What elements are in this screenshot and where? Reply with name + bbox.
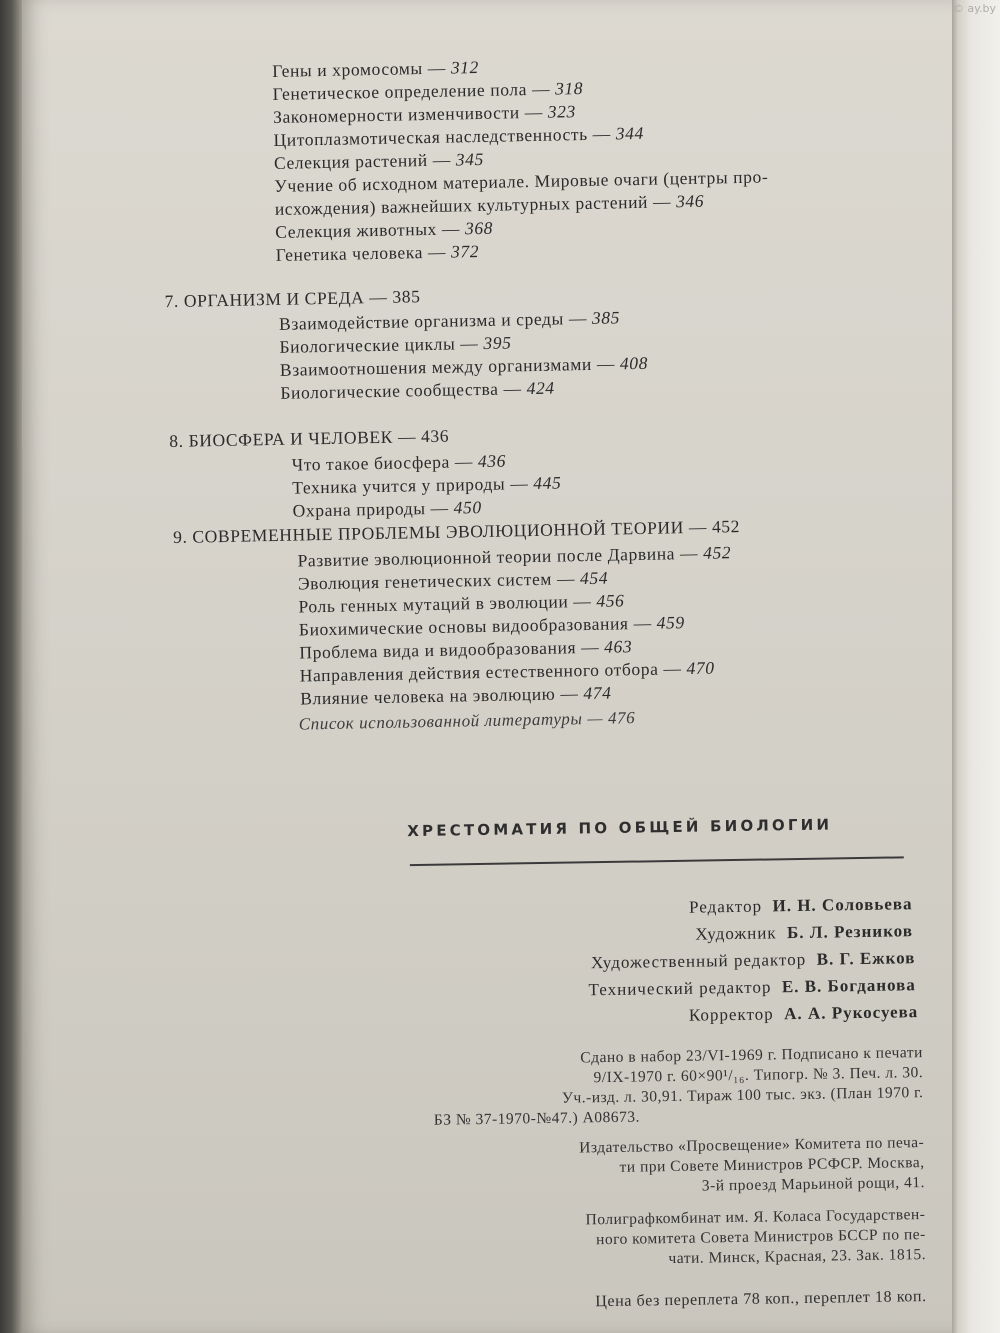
toc-item-title: Генетика человека (275, 242, 424, 265)
divider-rule (410, 856, 904, 866)
toc-item-title: Что такое биосфера (291, 451, 451, 475)
toc-item-page: 312 (450, 56, 480, 78)
toc-item-title: Биохимические основы видообразования (298, 613, 629, 640)
toc-chapter-page: 436 (420, 425, 450, 447)
print-info-line: 9/IX-1970 г. 60×90¹/₁₆. Типогр. № 3. Печ. л. 30. (593, 1064, 924, 1087)
credit-line (689, 1002, 919, 1026)
toc-dash: — (591, 353, 621, 374)
toc-item-page: 463 (603, 636, 633, 657)
credit-line (695, 921, 913, 944)
toc-item-title: Роль генных мутаций в эволюции (298, 591, 569, 617)
book-page (22, 0, 952, 1333)
toc-item-page: 470 (686, 657, 715, 679)
credit-name: Е. В. Богданова (781, 975, 916, 997)
toc-item-title: Развитие эволюционной теории после Дарвина (297, 543, 676, 571)
credit-role: Художник (695, 923, 777, 944)
toc-item-page: 385 (591, 307, 621, 328)
toc-dash: — (582, 708, 609, 729)
toc-item-title: Проблема вида и видообразования (299, 637, 577, 663)
toc-item-title: Техника учится у природы (292, 473, 506, 498)
toc-dash: — (555, 683, 584, 704)
credit-line (689, 894, 913, 918)
toc-item-page: 450 (453, 497, 482, 518)
credit-role: Редактор (688, 896, 763, 917)
toc-dash: — (436, 218, 466, 239)
toc-item-page: 436 (477, 450, 507, 472)
credit-name: А. А. Рукосуева (784, 1002, 919, 1024)
toc-dash: — (519, 101, 548, 123)
toc-chapter-page: 385 (392, 286, 421, 307)
toc-chapter-title: 7. ОРГАНИЗМ И СРЕДА (164, 287, 365, 312)
print-info-line: Сдано в набор 23/VI-1969 г. Подписано к печати (580, 1044, 923, 1067)
toc-item-page: 344 (615, 122, 645, 144)
toc-item-page: 368 (464, 217, 494, 239)
next-page-edge (952, 0, 1000, 1333)
toc-item-page: 395 (483, 332, 512, 353)
toc-item-title: Направления действия естественного отбора (299, 658, 659, 686)
credit-role: Корректор (688, 1004, 774, 1025)
toc-item-title: исхождения) важнейших культурных растений (274, 191, 649, 219)
credit-role: Технический редактор (588, 977, 772, 1000)
publisher-line: ти при Совете Министров РСФСР. Москва, (619, 1154, 925, 1176)
toc-item-page: 318 (554, 77, 584, 99)
toc-dash: — (551, 568, 581, 589)
toc-item-title: Селекция животных (275, 218, 438, 242)
toc-dash: — (422, 241, 452, 263)
toc-item-page: 452 (702, 542, 732, 563)
toc-item-title: Биологические сообщества (280, 378, 499, 403)
toc-item-title: Закономерности изменчивости (272, 102, 520, 127)
toc-item-title: Селекция растений (273, 149, 428, 173)
toc-dash: — (449, 451, 479, 472)
toc-dash: — (674, 542, 704, 564)
credit-line (591, 948, 916, 973)
toc-item-page: 424 (526, 377, 555, 399)
toc-item-title: Гены и хромосомы (272, 58, 423, 81)
toc-item-page: 474 (583, 682, 612, 704)
toc-dash: — (498, 378, 527, 399)
toc-dash: — (427, 149, 457, 170)
credit-name: И. Н. Соловьева (772, 894, 913, 916)
toc-references-page: 476 (607, 708, 636, 728)
print-info-line: Уч.-изд. л. 30,91. Тираж 100 тыс. экз. (План 1970 г. (561, 1084, 924, 1107)
toc-dash: — (364, 286, 393, 308)
credit-name: Б. Л. Резников (786, 921, 914, 943)
watermark-text: © ay.by (952, 2, 996, 15)
toc-dash: — (425, 497, 454, 519)
toc-references-title: Список использованной литературы (298, 709, 583, 734)
toc-item-page: 346 (675, 190, 705, 212)
toc-item-page: 323 (547, 101, 577, 122)
publisher-line: 3-й проезд Марьиной рощи, 41. (701, 1174, 926, 1195)
toc-dash: — (563, 307, 593, 329)
toc-item-page: 408 (619, 352, 649, 374)
imprint-block (6, 0, 957, 1333)
printer-line: Полиграфкомбинат им. Я. Коласа Государствен- (585, 1206, 926, 1229)
price-line: Цена без переплета 78 коп., переплет 18 коп. (595, 1288, 927, 1311)
toc-dash: — (455, 332, 484, 354)
toc-item-title: Охрана природы (292, 498, 426, 521)
toc-dash: — (392, 426, 422, 447)
toc-chapter-page: 452 (711, 516, 741, 537)
toc-item-title: Взаимоотношения между организмами (279, 353, 593, 380)
credit-line (588, 975, 916, 1000)
toc-item-title: Взаимодействие организма и среды (278, 308, 565, 334)
publisher-line: Издательство «Просвещение» Комитета по печа- (579, 1134, 925, 1157)
toc-item-page: 345 (455, 148, 485, 170)
toc-dash: — (526, 78, 556, 100)
printer-line: чати. Минск, Красная, 23. Зак. 1815. (668, 1246, 927, 1268)
toc-chapter-title: 9. СОВРЕМЕННЫЕ ПРОБЛЕМЫ ЭВОЛЮЦИОННОЙ ТЕОРИИ (172, 517, 685, 547)
toc-dash: — (568, 590, 597, 612)
book-title: ХРЕСТОМАТИЯ ПО ОБЩЕЙ БИОЛОГИИ (407, 815, 833, 841)
toc-item-page: 459 (656, 612, 685, 633)
toc-dash: — (505, 473, 534, 494)
toc-dash: — (683, 516, 713, 538)
toc-item-title: Эволюция генетических систем (297, 568, 553, 594)
toc-dash: — (628, 612, 657, 634)
toc-dash: — (658, 658, 687, 679)
toc-item-title: Биологические циклы (279, 333, 456, 357)
toc-item-page: 454 (579, 567, 609, 589)
toc-chapter-title: 8. БИОСФЕРА И ЧЕЛОВЕК (169, 426, 394, 452)
toc-dash: — (575, 636, 605, 658)
toc-item-title: Учение об исходном материале. Мировые очаги (центры про- (274, 166, 769, 196)
toc-item-page: 456 (596, 590, 625, 611)
toc-dash: — (647, 191, 677, 212)
toc-item-title: Влияние человека на эволюцию (300, 683, 556, 709)
toc-item-title: Генетическое определение пола (272, 79, 528, 104)
toc-item-title: Цитоплазмотическая наследственность (273, 123, 588, 150)
printer-line: ного комитета Совета Министров БССР по пе- (595, 1226, 926, 1249)
toc-dash: — (422, 57, 452, 79)
toc-dash: — (587, 123, 616, 144)
toc-item-page: 445 (533, 472, 562, 494)
credit-name: В. Г. Ежков (816, 948, 916, 969)
credit-role: Художественный редактор (590, 949, 807, 973)
print-info-line: БЗ № 37-1970-№47.) А08673. (433, 1108, 641, 1129)
toc-item-page: 372 (450, 241, 480, 262)
